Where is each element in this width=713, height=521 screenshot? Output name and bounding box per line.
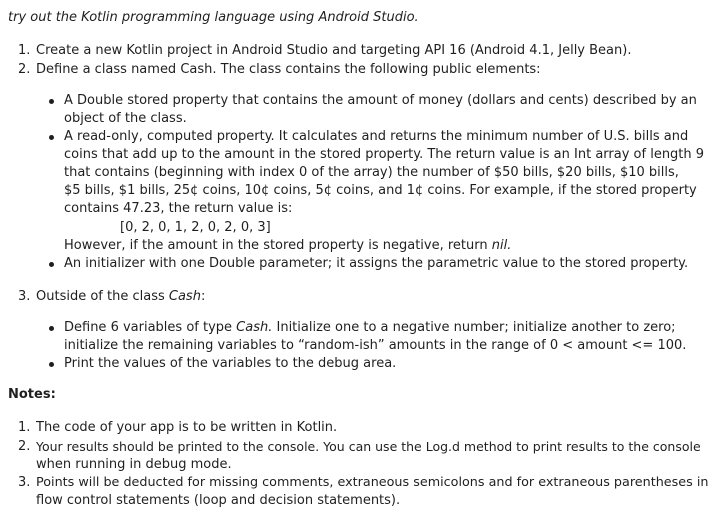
stored-property-line-1: A Double stored property that contains the amount of money (dollars and cents) described by an xyxy=(64,93,697,108)
stored-property-line-2: object of the class. xyxy=(64,111,187,126)
computed-property-line-5: contains 47.23, the return value is: xyxy=(64,201,293,216)
notes-heading: Notes: xyxy=(8,387,56,402)
define-variables-line-1 xyxy=(64,319,676,337)
note-2-number: 2. xyxy=(18,439,31,454)
step-1-number: 1. xyxy=(18,43,31,58)
bullet-dot xyxy=(49,326,54,331)
step-3-text-b: : xyxy=(200,289,206,304)
computed-property-line-1: A read-only, computed property. It calculates and returns the minimum number of U.S. bills and xyxy=(64,129,689,144)
step-3-class-name: Cash xyxy=(168,289,201,304)
bullet-dot xyxy=(49,362,54,367)
computed-property-line-3: that contains (beginning with index 0 of the array) the number of $50 bills, $20 bills, $10 bills, xyxy=(64,165,679,180)
note-3-line-1: Points will be deducted for missing comments, extraneous semicolons and for extraneous parentheses in xyxy=(36,475,709,490)
bullet-dot xyxy=(49,135,54,140)
example-array: [0, 2, 0, 1, 2, 0, 2, 0, 3] xyxy=(120,220,271,235)
initializer-text: An initializer with one Double parameter; it assigns the parametric value to the stored property. xyxy=(64,256,689,271)
bullet-dot xyxy=(49,99,54,104)
step-3-number: 3. xyxy=(18,289,31,304)
intro-text: try out the Kotlin programming language using Android Studio. xyxy=(8,10,419,25)
bullet-dot xyxy=(49,262,54,267)
define-variables-line-2: initialize the remaining variables to “random-ish” amounts in the range of 0 < amount <= 100. xyxy=(64,338,687,353)
note-2-line-1: Your results should be printed to the console. You can use the Log.d method to print results to the console xyxy=(36,439,701,454)
print-values-text: Print the values of the variables to the debug area. xyxy=(64,356,397,371)
nil-keyword: nil. xyxy=(491,238,512,253)
step-3-text-a: Outside of the class xyxy=(36,289,169,304)
step-2-text: Define a class named Cash. The class contains the following public elements: xyxy=(36,62,541,77)
cash-type: Cash. xyxy=(236,320,273,335)
define-variables-b: Initialize one to a negative number; initialize another to zero; xyxy=(272,320,676,335)
step-2-number: 2. xyxy=(18,62,31,77)
computed-property-line-4: $5 bills, $1 bills, 25¢ coins, 10¢ coins, 5¢ coins, and 1¢ coins. For example, if the stored property xyxy=(64,183,697,198)
note-1-text: The code of your app is to be written in Kotlin. xyxy=(36,420,338,435)
negative-note-text: However, if the amount in the stored property is negative, return xyxy=(64,238,492,253)
note-3-line-2: flow control statements (loop and decision statements). xyxy=(36,493,401,508)
negative-note xyxy=(64,237,511,255)
define-variables-a: Define 6 variables of type xyxy=(64,320,237,335)
note-1-number: 1. xyxy=(18,420,31,435)
computed-property-line-2: coins that add up to the amount in the stored property. The return value is an Int array of length 9 xyxy=(64,147,705,162)
step-1-text: Create a new Kotlin project in Android Studio and targeting API 16 (Android 4.1, Jelly Bean). xyxy=(36,43,632,58)
step-3-text xyxy=(36,288,205,306)
note-3-number: 3. xyxy=(18,475,31,490)
note-2-line-2: when running in debug mode. xyxy=(36,457,232,472)
